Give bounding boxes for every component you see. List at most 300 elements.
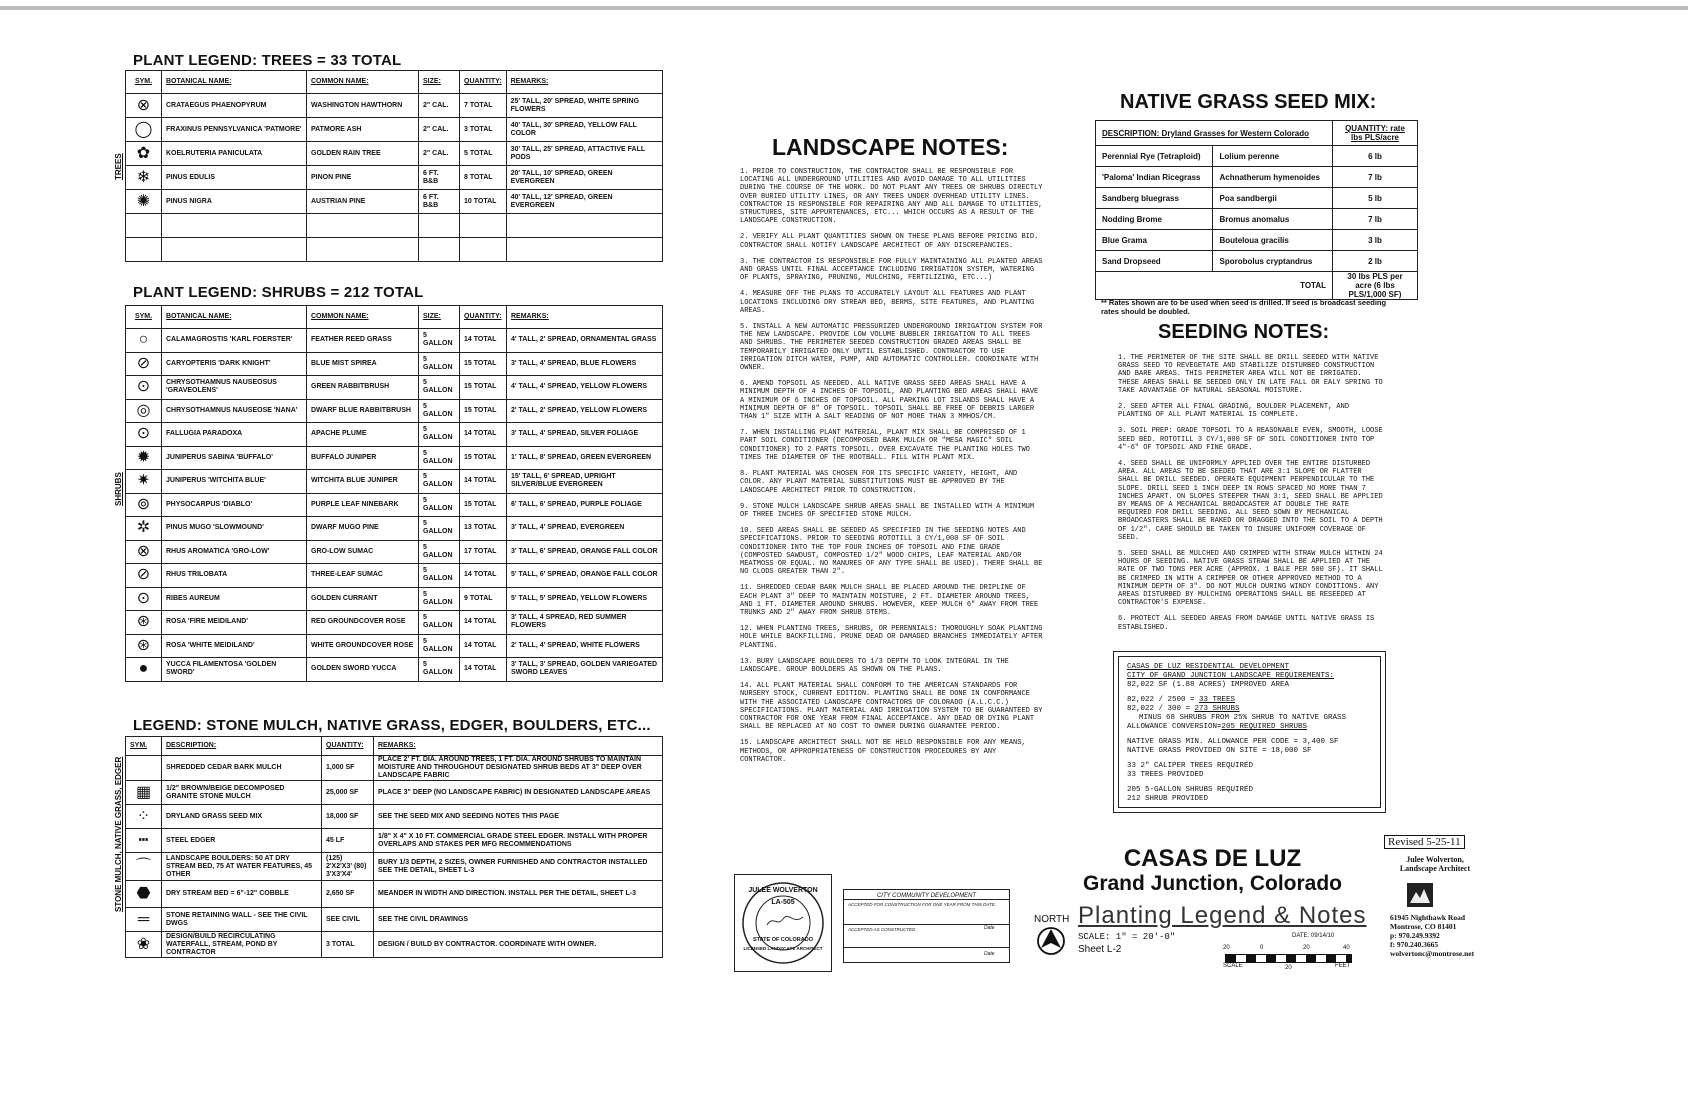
trees-botanical-name: FRAXINUS PENNSYLVANICA 'PATMORE' (162, 118, 307, 142)
shrubs-botanical-name: PINUS MUGO 'SLOWMOUND' (162, 517, 307, 541)
trees-remarks: 40' TALL, 12' SPREAD, GREEN EVERGREEN (506, 190, 662, 214)
shrubs-quantity: 14 TOTAL (460, 658, 507, 682)
stamp-role: LICENSED LANDSCAPE ARCHITECT (743, 946, 823, 951)
stone-symbol-cell (126, 756, 162, 781)
architect-title: Landscape Architect (1399, 864, 1471, 873)
city-box-title: CITY COMMUNITY DEVELOPMENT (844, 890, 1009, 900)
stone-description: STEEL EDGER (162, 829, 322, 853)
address-line1: 61945 Nighthawk Road (1390, 913, 1466, 922)
trees-remarks: 20' TALL, 10' SPREAD, GREEN EVERGREEN (506, 166, 662, 190)
shrubs-row (126, 446, 663, 470)
shrubs-row (126, 376, 663, 400)
plant-symbol-icon: ○ (138, 331, 149, 349)
trees-remarks: 30' TALL, 25' SPREAD, ATTACTIVE FALL PODS (506, 142, 662, 166)
architect-name: Julee Wolverton, (1406, 855, 1464, 864)
plant-symbol-icon: ⊗ (136, 96, 151, 114)
seed-common-name: Sand Dropseed (1096, 251, 1213, 272)
req-trees-calc-result: 33 TREES (1199, 696, 1236, 704)
shrubs-common-name: WHITE GROUNDCOVER ROSE (307, 634, 419, 658)
shrubs-symbol-cell (126, 517, 162, 541)
seed-common-name: Nodding Brome (1096, 209, 1213, 230)
shrubs-remarks: 2' TALL, 2' SPREAD, YELLOW FLOWERS (507, 399, 663, 423)
landscape_notes-item: 15. LANDSCAPE ARCHITECT SHALL NOT BE HELD RESPONSIBLE FOR ANY MEANS, METHODS, OR APPROPRIATENESS OF CONSTRUCTION PROCEDURES BY ANY CONTRACTOR. (740, 739, 1026, 764)
trees-symbol-cell (126, 214, 162, 238)
req-conversion (1127, 723, 1372, 732)
shrubs-remarks: 3' TALL, 4' SPREAD, SILVER FOLIAGE (507, 423, 663, 447)
stone-row (126, 805, 663, 829)
stone-legend-title: LEGEND: STONE MULCH, NATIVE GRASS, EDGER, BOULDERS, ETC... (133, 717, 651, 734)
shrubs-size: 5 GALLON (419, 399, 460, 423)
plant-symbol-icon: ⊛ (136, 636, 151, 654)
seed-total-value: 30 lbs PLS per acre (6 lbs PLS/1,000 SF) (1333, 272, 1418, 300)
landscape-notes-title: LANDSCAPE NOTES: (772, 134, 1009, 160)
shrubs-symbol-cell (126, 634, 162, 658)
landscape_notes-item: 4. MEASURE OFF THE PLANS TO ACCURATELY LAYOUT ALL FEATURES AND PLANT LOCATIONS INCLUDING DRY STREAM BED, BERMS, SITE FEATURES, AND PLANTING AREAS. (740, 290, 1035, 315)
trees-size: 6 FT. B&B (419, 166, 460, 190)
trees-quantity: 8 TOTAL (460, 166, 507, 190)
stone-description: DESIGN/BUILD RECIRCULATING WATERFALL, STREAM, POND BY CONTRACTOR (162, 932, 322, 958)
shrubs-remarks: 4' TALL, 4' SPREAD, YELLOW FLOWERS (507, 376, 663, 400)
scale-bar (1223, 945, 1358, 971)
shrubs-symbol-cell (126, 493, 162, 517)
city-box-date2: Date (984, 951, 995, 957)
shrubs-remarks: 4' TALL, 2' SPREAD, ORNAMENTAL GRASS (507, 329, 663, 353)
north-arrow-icon (1036, 926, 1066, 956)
stone-quantity: 3 TOTAL (322, 932, 374, 958)
city-approval-box (843, 889, 1010, 963)
seed-latin-name: Achnatherum hymenoides (1213, 167, 1333, 188)
stone-row (126, 756, 663, 781)
trees-size (419, 238, 460, 262)
shrubs-quantity: 14 TOTAL (460, 423, 507, 447)
seed-mix-title: NATIVE GRASS SEED MIX: (1120, 91, 1377, 113)
seed-latin-name: Bromus anomalus (1213, 209, 1333, 230)
stone-row (126, 853, 663, 881)
trees-symbol-cell (126, 238, 162, 262)
stone-col-header: QUANTITY: (322, 737, 374, 756)
trees-col-header: SYM. (126, 71, 162, 94)
scale-bar-label: 20 (1303, 945, 1310, 951)
shrubs-remarks: 2' TALL, 4' SPREAD, WHITE FLOWERS (507, 634, 663, 658)
plant-symbol-icon: ❄ (136, 168, 151, 186)
landscape-requirements-box (1113, 651, 1386, 813)
shrubs-symbol-cell (126, 611, 162, 635)
shrubs-size: 5 GALLON (419, 493, 460, 517)
shrubs-symbol-cell (126, 540, 162, 564)
trees-quantity (460, 238, 507, 262)
shrubs-quantity: 9 TOTAL (460, 587, 507, 611)
shrubs-row (126, 564, 663, 588)
shrubs-quantity: 15 TOTAL (460, 446, 507, 470)
material-symbol-icon: ⬣ (136, 885, 151, 902)
seeding_notes-item: 1. THE PERIMETER OF THE SITE SHALL BE DRILL SEEDED WITH NATIVE GRASS SEED TO REVEGETATE AND STABILIZE DISTURBED CONSTRUCTION AND BARE AREAS. THIS PERIMETER AREA WILL NOT BE IRRIGATED. THESE AREAS SHALL BE SEEDED ONLY IN LATE FALL OR EALY SPRING TO TAKE ADVANTAGE OF NATURAL SEASONAL MOISTURE. (1118, 354, 1383, 395)
stone-quantity: (125) 2'X2'X3' (80) 3'X3'X4' (322, 853, 374, 881)
shrubs-common-name: THREE-LEAF SUMAC (307, 564, 419, 588)
shrubs-common-name: RED GROUNDCOVER ROSE (307, 611, 419, 635)
seeding-notes-title: SEEDING NOTES: (1158, 321, 1330, 343)
req-line12: 205 5-GALLON SHRUBS REQUIRED (1127, 786, 1254, 794)
seeding_notes-item: 6. PROTECT ALL SEEDED AREAS FROM DAMAGE UNTIL NATIVE GRASS IS ESTABLISHED. (1118, 615, 1375, 632)
seed-latin-name: Sporobolus cryptandrus (1213, 251, 1333, 272)
seed-common-name: Blue Grama (1096, 230, 1213, 251)
req-line13: 212 SHRUB PROVIDED (1127, 795, 1209, 803)
stone-legend-table (125, 736, 663, 958)
trees-remarks: 25' TALL, 20' SPREAD, WHITE SPRING FLOWERS (506, 94, 662, 118)
seed-common-name: Sandberg bluegrass (1096, 188, 1213, 209)
stone-symbol-cell (126, 932, 162, 958)
shrubs-row (126, 423, 663, 447)
trees-header-row (126, 71, 663, 94)
material-symbol-icon: ❀ (136, 935, 151, 953)
plant-symbol-icon: ✹ (136, 448, 151, 466)
trees-botanical-name (162, 238, 307, 262)
stone-remarks: MEANDER IN WIDTH AND DIRECTION. INSTALL PER THE DETAIL, SHEET L-3 (374, 881, 663, 908)
trees-col-header: QUANTITY: (460, 71, 507, 94)
stone-side-label: STONE MULCH, NATIVE GRASS, EDGER (114, 756, 123, 912)
shrubs-botanical-name: CARYOPTERIS 'DARK KNIGHT' (162, 352, 307, 376)
architect-info (1395, 855, 1475, 873)
stone-description: LANDSCAPE BOULDERS: 50 AT DRY STREAM BED, 75 AT WATER FEATURES, 45 OTHER (162, 853, 322, 881)
req-line2: CITY OF GRAND JUNCTION LANDSCAPE REQUIREMENTS: (1127, 672, 1335, 680)
stone-row (126, 932, 663, 958)
shrubs-common-name: BUFFALO JUNIPER (307, 446, 419, 470)
phone: p: 970.249.9392 (1390, 931, 1440, 940)
shrubs-size: 5 GALLON (419, 446, 460, 470)
trees-quantity (460, 214, 507, 238)
shrubs-size: 5 GALLON (419, 658, 460, 682)
stone-row (126, 781, 663, 805)
stone-quantity: 2,650 SF (322, 881, 374, 908)
shrubs-size: 5 GALLON (419, 564, 460, 588)
shrubs-col-header: SYM. (126, 306, 162, 329)
trees-row (126, 190, 663, 214)
plant-symbol-icon: ● (138, 660, 149, 678)
plant-symbol-icon: ⊙ (136, 589, 151, 607)
shrubs-size: 5 GALLON (419, 329, 460, 353)
trees-col-header: SIZE: (419, 71, 460, 94)
seed-row (1096, 167, 1418, 188)
shrubs-botanical-name: FALLUGIA PARADOXA (162, 423, 307, 447)
trees-symbol-cell (126, 166, 162, 190)
seed-rate: 7 lb (1333, 167, 1418, 188)
landscape_notes-item: 3. THE CONTRACTOR IS RESPONSIBLE FOR FULLY MAINTAINING ALL PLANTED AREAS AND GRASS UNTIL FINAL ACCEPTANCE INCLUDING IRRIGATION SYSTEM, WATERING OF PLANTS, SPRAYING, PRUNING, MULCHING, FERTILIZING, ETC...) (740, 257, 1043, 283)
material-symbol-icon: ═ (137, 910, 150, 928)
shrubs-row (126, 611, 663, 635)
shrubs-botanical-name: ROSA 'FIRE MEIDILAND' (162, 611, 307, 635)
shrubs-quantity: 17 TOTAL (460, 540, 507, 564)
req-line1: CASAS DE LUZ RESIDENTIAL DEVELOPMENT (1127, 663, 1290, 671)
shrubs-botanical-name: JUNIPERUS SABINA 'BUFFALO' (162, 446, 307, 470)
shrubs-side-label: SHRUBS (114, 472, 123, 506)
shrubs-remarks: 1' TALL, 8' SPREAD, GREEN EVERGREEN (507, 446, 663, 470)
trees-remarks (506, 238, 662, 262)
city-box-date1: Date (984, 925, 995, 931)
sheet-number: Sheet L-2 (1078, 944, 1122, 955)
shrubs-botanical-name: PHYSOCARPUS 'DIABLO' (162, 493, 307, 517)
trees-row (126, 214, 663, 238)
trees-size: 2" CAL. (419, 118, 460, 142)
shrubs-row (126, 329, 663, 353)
trees-botanical-name (162, 214, 307, 238)
landscape_notes-item: 5. INSTALL A NEW AUTOMATIC PRESSURIZED UNDERGROUND IRRIGATION SYSTEM FOR THE NEW LANDSCAPE. PROVIDE LOW VOLUME BUBBLER IRRIGATION TO ALL TREES AND SHRUBS. THE PERIMETER SEEDED CONSTRUCTION GRADED AREAS SHALL BE TEMPORARILY IRRIGATED ONLY UNTIL ESTABLISHED. CONTRACTOR TO USE IRRIGATION DITCH WATER, PUMP, AND AUTOMATIC CONTROLLER. COORDINATE WITH OWNER. (740, 323, 1043, 373)
material-symbol-icon: ⌒ (135, 857, 152, 875)
stone-symbol-cell (126, 829, 162, 853)
trees-side-label: TREES (114, 153, 123, 180)
signature-icon (765, 913, 805, 929)
stone-col-header: DESCRIPTION: (162, 737, 322, 756)
shrubs-quantity: 15 TOTAL (460, 493, 507, 517)
shrubs-col-header: REMARKS: (507, 306, 663, 329)
shrubs-botanical-name: JUNIPERUS 'WITCHITA BLUE' (162, 470, 307, 494)
req-line6: MINUS 68 SHRUBS FROM 25% SHRUB TO NATIVE GRASS (1139, 714, 1347, 722)
shrubs-quantity: 14 TOTAL (460, 634, 507, 658)
stone-description: SHREDDED CEDAR BARK MULCH (162, 756, 322, 781)
stone-row (126, 881, 663, 908)
req-line9: NATIVE GRASS PROVIDED ON SITE = 18,000 SF (1127, 747, 1312, 755)
plant-symbol-icon: ⊘ (136, 354, 151, 372)
shrubs-size: 5 GALLON (419, 634, 460, 658)
revision-date: Revised 5-25-11 (1384, 835, 1465, 849)
shrubs-common-name: FEATHER REED GRASS (307, 329, 419, 353)
shrubs-common-name: GOLDEN CURRANT (307, 587, 419, 611)
fax: f: 970.240.3665 (1390, 940, 1439, 949)
stone-row (126, 829, 663, 853)
landscape_notes-item: 14. ALL PLANT MATERIAL SHALL CONFORM TO THE AMERICAN STANDARDS FOR NURSERY STOCK, CURRENT EDITION. PLANTING SHALL BE DONE IN CONFORMANCE WITH THE ASSOCIATED LANDSCAPE CONTRACTORS OF COLORADO (A.L.C.C.) SPECIFICATIONS. PLANT MATERIAL AND IRRIGATION SYSTEM TO BE GUARANTEED BY CONTRACTOR FOR ONE YEAR FROM FINAL ACCEPTANCE. ANY DEAD OR DYING PLANT SHALL BE REPLACED AT NO COST TO OWNER DURING GUARANTEE PERIOD. (740, 682, 1043, 732)
trees-col-header: BOTANICAL NAME: (162, 71, 307, 94)
seeding_notes-item: 3. SOIL PREP: GRADE TOPSOIL TO A REASONABLE EVEN, SMOOTH, LOOSE SEED BED. ROTOTILL 3 CY/1,000 SF OF SOIL CONDITIONER INTO TOP 4"-6" OF TOPSOIL AND FINE GRADE. (1118, 427, 1383, 452)
shrubs-symbol-cell (126, 470, 162, 494)
shrubs-quantity: 15 TOTAL (460, 399, 507, 423)
trees-quantity: 7 TOTAL (460, 94, 507, 118)
trees-botanical-name: PINUS EDULIS (162, 166, 307, 190)
stamp-state: STATE OF COLORADO (753, 937, 813, 943)
sheet-title: Planting Legend & Notes (1078, 902, 1367, 929)
shrubs-size: 5 GALLON (419, 423, 460, 447)
shrubs-botanical-name: RIBES AUREUM (162, 587, 307, 611)
stone-col-header: SYM. (126, 737, 162, 756)
trees-remarks (506, 214, 662, 238)
landscape_notes-item: 7. WHEN INSTALLING PLANT MATERIAL, PLANT MIX SHALL BE COMPRISED OF 1 PART SOIL CONDITIONER (DECOMPOSED BARK MULCH OR "MESA MAGIC" SOIL CONDITIONER) TO 2 PARTS TOPSOIL. OVER EXCAVATE THE PLANTING HOLES TWO TIMES THE DIAMETER OF THE ROOTBALL. FILL WITH PLANT MIX. (740, 429, 1030, 462)
shrubs-botanical-name: CALAMAGROSTIS 'KARL FOERSTER' (162, 329, 307, 353)
seed-common-name: 'Paloma' Indian Ricegrass (1096, 167, 1213, 188)
stone-remarks: BURY 1/3 DEPTH, 2 SIZES, OWNER FURNISHED AND CONTRACTOR INSTALLED SEE THE DETAIL, SHEET L-3 (374, 853, 663, 881)
stone-symbol-cell (126, 853, 162, 881)
plant-symbol-icon: ✷ (136, 472, 151, 490)
landscape_notes-item: 9. STONE MULCH LANDSCAPE SHRUB AREAS SHALL BE INSTALLED WITH A MINIMUM OF THREE INCHES OF SPECIFIED STONE MULCH. (740, 502, 1035, 519)
landscape_notes-item: 8. PLANT MATERIAL WAS CHOSEN FOR ITS SPECIFIC VARIETY, HEIGHT, AND COLOR. ANY PLANT MATERIAL SUBSTITUTIONS MUST BE APPROVED BY THE LANDSCAPE ARCHITECT PRIOR TO CONSTRUCTION. (740, 470, 1018, 495)
address-line2: Montrose, CO 81401 (1390, 922, 1457, 931)
req-line8: NATIVE GRASS MIN. ALLOWANCE PER CODE = 3,400 SF (1127, 738, 1339, 746)
plant-symbol-icon: ⊗ (136, 542, 151, 560)
trees-legend-title: PLANT LEGEND: TREES = 33 TOTAL (133, 52, 402, 69)
landscape_notes-item: 12. WHEN PLANTING TREES, SHRUBS, OR PERENNIALS: THOROUGHLY SOAK PLANTING HOLE WHILE BACKFILLING. PRUNE DEAD OR DAMAGED BRANCHES IMMEDIATELY AFTER PLANTING. (740, 625, 1043, 650)
architect-logo-icon (1407, 883, 1433, 907)
req-shrubs-calc-result: 273 SHRUBS (1194, 705, 1240, 713)
stone-quantity: 25,000 SF (322, 781, 374, 805)
trees-common-name: GOLDEN RAIN TREE (307, 142, 419, 166)
material-symbol-icon: ┅ (138, 831, 149, 849)
seed-row (1096, 209, 1418, 230)
scale-bar-feet: FEET (1335, 963, 1351, 969)
shrubs-common-name: APACHE PLUME (307, 423, 419, 447)
project-location: Grand Junction, Colorado (1082, 872, 1342, 895)
shrubs-remarks: 5' TALL, 6' SPREAD, ORANGE FALL COLOR (507, 564, 663, 588)
shrubs-quantity: 15 TOTAL (460, 352, 507, 376)
req-shrubs-calc-formula: 82,022 / 300 = (1127, 705, 1195, 713)
trees-common-name (307, 214, 419, 238)
trees-botanical-name: CRATAEGUS PHAENOPYRUM (162, 94, 307, 118)
req-trees-calc (1127, 696, 1372, 705)
trees-row (126, 166, 663, 190)
shrubs-botanical-name: YUCCA FILAMENTOSA 'GOLDEN SWORD' (162, 658, 307, 682)
shrubs-size: 5 GALLON (419, 587, 460, 611)
trees-common-name (307, 238, 419, 262)
shrubs-remarks: 15' TALL, 6' SPREAD, UPRIGHT SILVER/BLUE EVERGREEN (507, 470, 663, 494)
shrubs-remarks: 5' TALL, 5' SPREAD, YELLOW FLOWERS (507, 587, 663, 611)
scale-bar-label: 0 (1260, 945, 1264, 951)
shrubs-row (126, 658, 663, 682)
shrubs-botanical-name: RHUS TRILOBATA (162, 564, 307, 588)
seed-desc-header: DESCRIPTION: Dryland Grasses for Western Colorado (1096, 121, 1333, 146)
seed-rate: 6 lb (1333, 146, 1418, 167)
req-line11: 33 TREES PROVIDED (1127, 771, 1204, 779)
shrubs-row (126, 634, 663, 658)
architect-address (1390, 913, 1474, 958)
shrubs-legend-table (125, 305, 663, 682)
req-shrubs-calc (1127, 705, 1372, 714)
scale-bar-scale: SCALE (1223, 963, 1243, 969)
shrubs-common-name: WITCHITA BLUE JUNIPER (307, 470, 419, 494)
shrubs-symbol-cell (126, 446, 162, 470)
shrubs-symbol-cell (126, 376, 162, 400)
trees-botanical-name: PINUS NIGRA (162, 190, 307, 214)
seed-latin-name: Poa sandbergii (1213, 188, 1333, 209)
stamp-frame (734, 874, 832, 972)
top-border-line (0, 6, 1688, 10)
sheet-date: DATE: 09/14/10 (1292, 933, 1335, 939)
shrubs-symbol-cell (126, 329, 162, 353)
trees-symbol-cell (126, 118, 162, 142)
seed-row (1096, 230, 1418, 251)
shrubs-size: 5 GALLON (419, 611, 460, 635)
stone-quantity: 1,000 SF (322, 756, 374, 781)
stone-header-row (126, 737, 663, 756)
scale-text: SCALE: 1" = 20'-0" (1078, 932, 1176, 942)
shrubs-row (126, 399, 663, 423)
scale-bar-mid: 20 (1285, 965, 1292, 971)
plant-symbol-icon: ⊛ (136, 613, 151, 631)
seed-rate: 7 lb (1333, 209, 1418, 230)
shrubs-size: 5 GALLON (419, 540, 460, 564)
shrubs-size: 5 GALLON (419, 352, 460, 376)
shrubs-row (126, 470, 663, 494)
shrubs-botanical-name: RHUS AROMATICA 'GRO-LOW' (162, 540, 307, 564)
email: wolvertonc@montrose.net (1390, 949, 1475, 958)
stone-quantity: 45 LF (322, 829, 374, 853)
shrubs-legend-title: PLANT LEGEND: SHRUBS = 212 TOTAL (133, 284, 424, 301)
stone-description: 1/2" BROWN/BEIGE DECOMPOSED GRANITE STONE MULCH (162, 781, 322, 805)
trees-row (126, 118, 663, 142)
trees-col-header: REMARKS: (506, 71, 662, 94)
material-symbol-icon: ⁘ (136, 807, 151, 825)
seed-rate: 2 lb (1333, 251, 1418, 272)
req-conversion-label: ALLOWANCE CONVERSION= (1127, 723, 1222, 731)
shrubs-symbol-cell (126, 587, 162, 611)
stamp-number: LA-505 (771, 899, 795, 906)
stone-remarks: 1/8" X 4" X 10 FT. COMMERCIAL GRADE STEEL EDGER. INSTALL WITH PROPER OVERLAPS AND STAKES PER MFG RECOMMENDATIONS (374, 829, 663, 853)
stone-remarks: SEE THE CIVIL DRAWINGS (374, 908, 663, 932)
shrubs-quantity: 14 TOTAL (460, 329, 507, 353)
landscape_notes-item: 2. VERIFY ALL PLANT QUANTITIES SHOWN ON THESE PLANS BEFORE PRICING BID. CONTRACTOR SHALL NOTIFY LANDSCAPE ARCHITECT OF ANY DISCREPANCIES. (740, 233, 1039, 250)
trees-size: 2" CAL. (419, 94, 460, 118)
shrubs-remarks: 3' TALL, 4' SPREAD, EVERGREEN (507, 517, 663, 541)
trees-botanical-name: KOELRUTERIA PANICULATA (162, 142, 307, 166)
trees-quantity: 3 TOTAL (460, 118, 507, 142)
seed-row (1096, 251, 1418, 272)
landscape_notes-item: 11. SHREDDED CEDAR BARK MULCH SHALL BE PLACED AROUND THE DRIPLINE OF EACH PLANT 3" DEEP TO MAINTAIN MOISTURE, 2 FT. DIAMETER AROUND TREES, AND 1 FT. DIAMETER AROUND SHRUBS. HOWEVER, KEEP MULCH 6" AWAY FROM TREE TRUNKS AND 2" AWAY FROM SHRUB STEMS. (740, 584, 1039, 617)
stone-description: DRYLAND GRASS SEED MIX (162, 805, 322, 829)
seed-rate: 3 lb (1333, 230, 1418, 251)
shrubs-quantity: 14 TOTAL (460, 470, 507, 494)
shrubs-row (126, 352, 663, 376)
landscape-notes-list (740, 168, 1045, 772)
req-line10: 33 2" CALIPER TREES REQUIRED (1127, 762, 1254, 770)
trees-col-header: COMMON NAME: (307, 71, 419, 94)
stone-quantity: SEE CIVIL (322, 908, 374, 932)
stone-symbol-cell (126, 805, 162, 829)
req-trees-calc-formula: 82,022 / 2500 = (1127, 696, 1200, 704)
plant-symbol-icon: ◎ (136, 401, 151, 419)
shrubs-botanical-name: ROSA 'WHITE MEIDILAND' (162, 634, 307, 658)
north-label: NORTH (1034, 914, 1070, 925)
shrubs-col-header: COMMON NAME: (307, 306, 419, 329)
stone-symbol-cell (126, 908, 162, 932)
trees-row (126, 94, 663, 118)
shrubs-common-name: GREEN RABBITBRUSH (307, 376, 419, 400)
stone-remarks: SEE THE SEED MIX AND SEEDING NOTES THIS PAGE (374, 805, 663, 829)
shrubs-size: 5 GALLON (419, 470, 460, 494)
shrubs-common-name: BLUE MIST SPIREA (307, 352, 419, 376)
shrubs-common-name: DWARF BLUE RABBITBRUSH (307, 399, 419, 423)
stone-row (126, 908, 663, 932)
seed-total-label: TOTAL (1096, 272, 1333, 300)
stone-remarks: PLACE 3" DEEP (NO LANDSCAPE FABRIC) IN DESIGNATED LANDSCAPE AREAS (374, 781, 663, 805)
city-box-line1: ACCEPTED FOR CONSTRUCTION FOR ONE YEAR FROM THIS DATE. (844, 900, 1009, 925)
seeding_notes-item: 2. SEED AFTER ALL FINAL GRADING, BOULDER PLACEMENT, AND PLANTING OF ALL PLANT MATERIAL IS COMPLETE. (1118, 403, 1350, 420)
stone-col-header: REMARKS: (374, 737, 663, 756)
shrubs-row (126, 493, 663, 517)
seed-latin-name: Lolium perenne (1213, 146, 1333, 167)
shrubs-symbol-cell (126, 352, 162, 376)
shrubs-common-name: GOLDEN SWORD YUCCA (307, 658, 419, 682)
trees-size (419, 214, 460, 238)
shrubs-size: 5 GALLON (419, 517, 460, 541)
trees-quantity: 10 TOTAL (460, 190, 507, 214)
trees-symbol-cell (126, 142, 162, 166)
scale-bar-label: 40 (1343, 945, 1350, 951)
seed-row (1096, 146, 1418, 167)
shrubs-quantity: 15 TOTAL (460, 376, 507, 400)
stone-remarks: DESIGN / BUILD BY CONTRACTOR. COORDINATE WITH OWNER. (374, 932, 663, 958)
seed-mix-footnote: ** Rates shown are to be used when seed is drilled. If seed is broadcast seeding rates should be doubled. (1101, 298, 1387, 316)
shrubs-common-name: GRO-LOW SUMAC (307, 540, 419, 564)
trees-quantity: 5 TOTAL (460, 142, 507, 166)
plant-symbol-icon: ⊙ (136, 378, 151, 396)
stamp-name: JULEE WOLVERTON (748, 887, 818, 894)
trees-size: 6 FT. B&B (419, 190, 460, 214)
shrubs-col-header: QUANTITY: (460, 306, 507, 329)
req-line3: 82,022 SF (1.88 ACRES) IMPROVED AREA (1127, 681, 1290, 689)
